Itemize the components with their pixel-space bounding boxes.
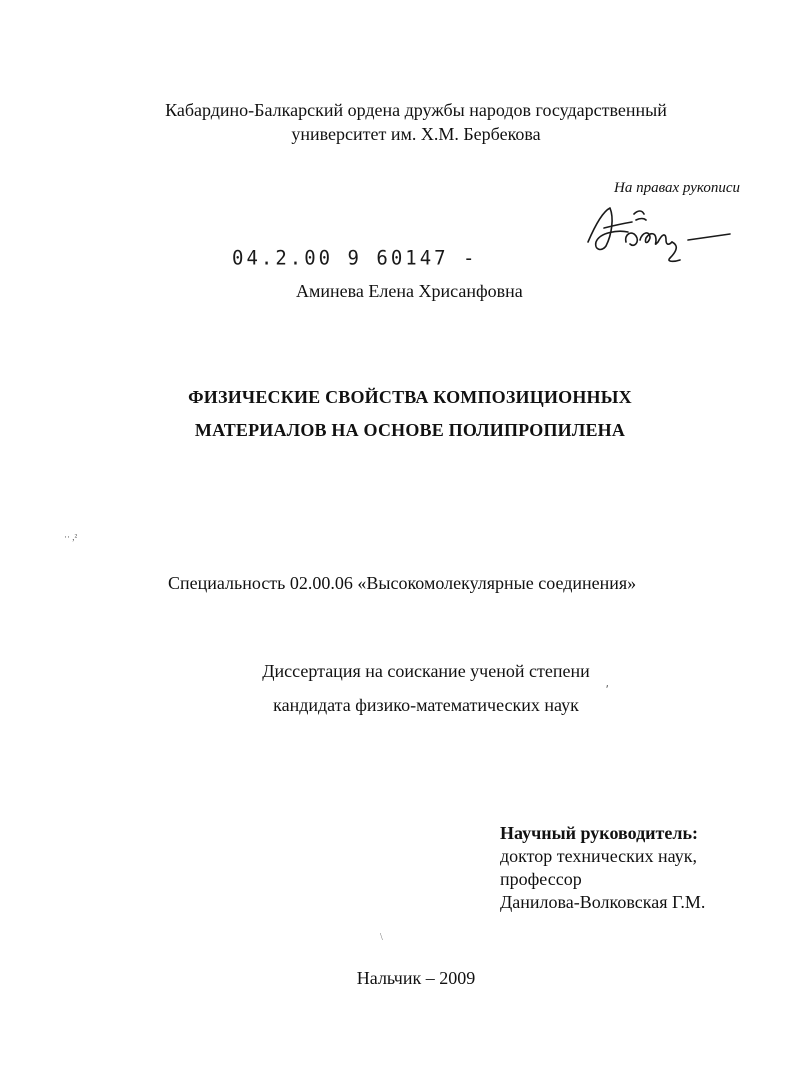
title-line-2: МАТЕРИАЛОВ НА ОСНОВЕ ПОЛИПРОПИЛЕНА: [194, 420, 626, 440]
scan-artifact-tick: ʹ: [606, 682, 609, 696]
dissertation-title: [14, 381, 792, 447]
supervisor-block: [500, 822, 705, 914]
university-line-1: Кабардино-Балкарский ордена дружбы народов государственный: [165, 100, 667, 120]
specialty: Специальность 02.00.06 «Высокомолекулярные соединения»: [168, 573, 637, 593]
title-line-1: ФИЗИЧЕСКИЕ СВОЙСТВА КОМПОЗИЦИОННЫХ: [188, 387, 632, 407]
author-name: Аминева Елена Хрисанфовна: [296, 281, 523, 301]
supervisor-heading: Научный руководитель:: [500, 823, 698, 843]
degree-statement: [30, 654, 792, 722]
scan-artifact: ·· ,²: [64, 532, 78, 542]
university-name: [40, 98, 792, 146]
registration-number: 04.2.00 9 60147 -: [232, 246, 478, 270]
supervisor-rank: профессор: [500, 869, 582, 889]
manuscript-note: На правах рукописи: [614, 180, 740, 196]
city-year: Нальчик – 2009: [356, 968, 476, 988]
supervisor-degree: доктор технических наук,: [500, 846, 697, 866]
university-line-2: университет им. Х.М. Бербекова: [291, 124, 541, 144]
degree-line-1: Диссертация на соискание ученой степени: [262, 661, 590, 681]
degree-line-2: кандидата физико-математических наук: [273, 695, 579, 715]
handwritten-signature: [584, 198, 734, 268]
scan-artifact-mark: \: [380, 932, 383, 943]
supervisor-name: Данилова-Волковская Г.М.: [500, 892, 706, 912]
